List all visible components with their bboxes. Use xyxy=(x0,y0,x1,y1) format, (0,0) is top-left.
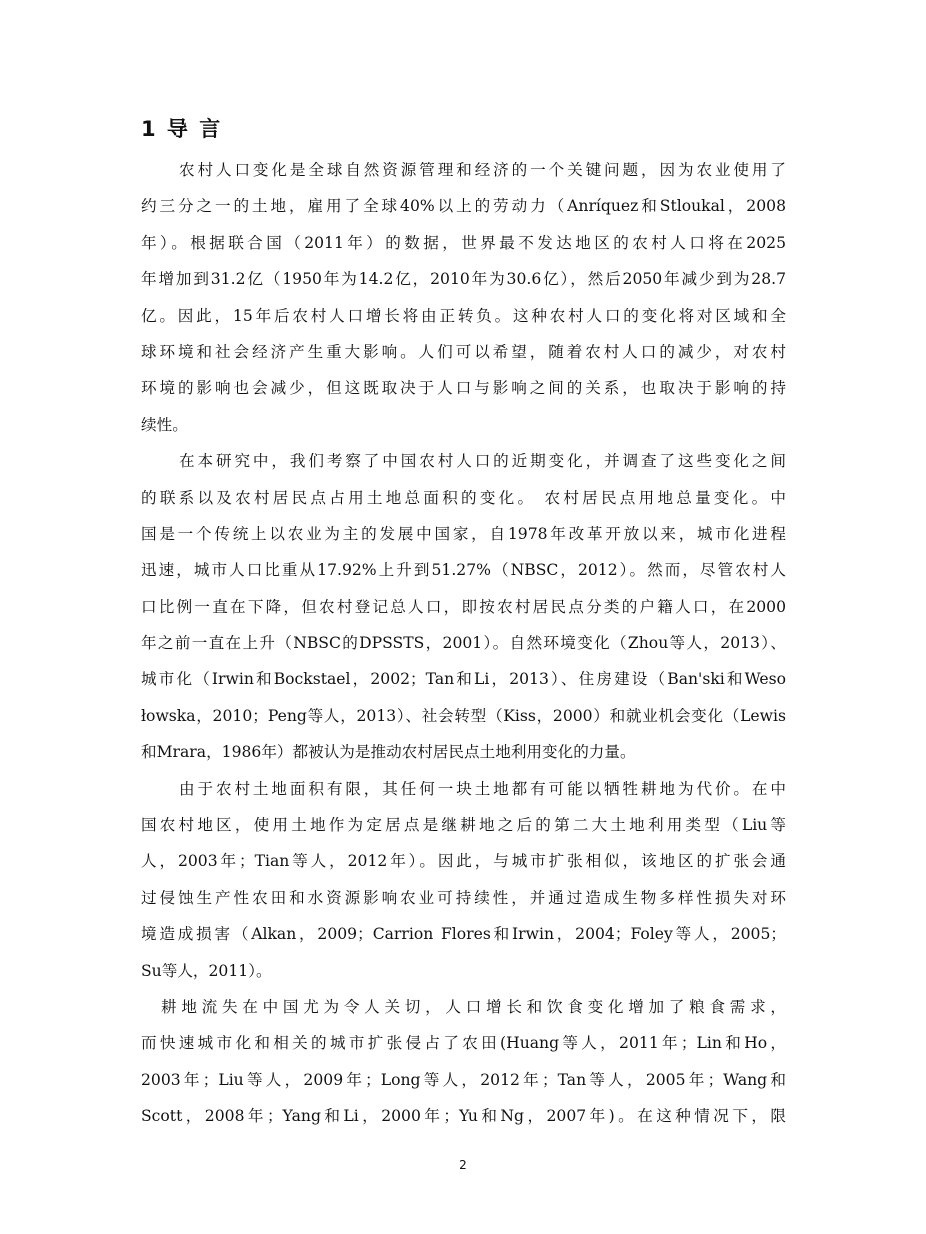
paragraph xyxy=(141,152,786,443)
text-line: 境造成损害（Alkan，2009；Carrion Flores和Irwin，2004；Foley等人，2005； xyxy=(141,925,786,944)
text-line: 的联系以及农村居民点占用土地总面积的变化。 农村居民点用地总量变化。中 xyxy=(141,488,786,507)
text-line: 城市化（Irwin和Bockstael，2002；Tan和Li，2013）、住房建设（Ban'ski和Weso xyxy=(141,670,786,689)
text-line: 年增加到31.2亿（1950年为14.2亿，2010年为30.6亿），然后2050年减少到为28.7 xyxy=(141,270,786,289)
text-line: 农村人口变化是全球自然资源管理和经济的一个关键问题，因为农业使用了 xyxy=(179,161,786,179)
text-line: 国是一个传统上以农业为主的发展中国家，自1978年改革开放以来，城市化进程 xyxy=(141,524,786,543)
text-line: Scott，2008年；Yang和Li，2000年；Yu和Ng，2007年)。在这种情况下，限 xyxy=(141,1107,786,1126)
paragraph xyxy=(141,771,786,989)
text-line: 环境的影响也会减少，但这既取决于人口与影响之间的关系，也取决于影响的持 xyxy=(141,379,786,398)
document-body xyxy=(141,152,786,1135)
text-line: 国农村地区，使用土地作为定居点是继耕地之后的第二大土地利用类型（Liu等 xyxy=(141,816,786,835)
text-line: 亿。因此，15年后农村人口增长将由正转负。这种农村人口的变化将对区域和全 xyxy=(141,306,786,325)
paragraph xyxy=(141,443,786,771)
text-line: 在本研究中，我们考察了中国农村人口的近期变化，并调查了这些变化之间 xyxy=(179,452,786,471)
text-line: 和Mrara，1986年）都被认为是推动农村居民点土地利用变化的力量。 xyxy=(141,743,636,762)
text-line: 而快速城市化和相关的城市扩张侵占了农田(Huang等人，2011年；Lin和Ho， xyxy=(141,1034,786,1053)
text-line: 约三分之一的土地，雇用了全球40%以上的劳动力（Anríquez和Stloukal，2008 xyxy=(141,197,786,216)
text-line: 年）。根据联合国（2011年）的数据，世界最不发达地区的农村人口将在2025 xyxy=(141,233,786,252)
text-line: 口比例一直在下降，但农村登记总人口，即按农村居民点分类的户籍人口，在2000 xyxy=(141,597,786,616)
paragraph xyxy=(141,989,786,1135)
text-line: Su等人，2011）。 xyxy=(141,961,272,980)
text-line: 过侵蚀生产性农田和水资源影响农业可持续性，并通过造成生物多样性损失对环 xyxy=(141,888,786,907)
section-heading: 1 导 言 xyxy=(141,117,223,141)
text-line: 年之前一直在上升（NBSC的DPSSTS，2001）。自然环境变化（Zhou等人，2013）、 xyxy=(141,634,786,653)
text-line: 耕地流失在中国尤为令人关切，人口增长和饮食变化增加了粮食需求， xyxy=(161,997,786,1016)
text-line: 人，2003年；Tian等人，2012年）。因此，与城市扩张相似，该地区的扩张会通 xyxy=(141,852,786,871)
text-line: 2003年；Liu等人，2009年；Long等人，2012年；Tan等人，2005年；Wang和 xyxy=(141,1070,786,1089)
text-line: 由于农村土地面积有限，其任何一块土地都有可能以牺牲耕地为代价。在中 xyxy=(179,779,786,798)
text-line: 球环境和社会经济产生重大影响。人们可以希望，随着农村人口的减少，对农村 xyxy=(141,342,786,361)
page-number: 2 xyxy=(459,1158,467,1172)
text-line: 续性。 xyxy=(141,415,188,434)
text-line: 迅速，城市人口比重从17.92%上升到51.27%（NBSC，2012）。然而，尽管农村人 xyxy=(141,561,786,580)
text-line: łowska，2010；Peng等人，2013）、社会转型（Kiss，2000）和就业机会变化（Lewis xyxy=(141,706,786,725)
